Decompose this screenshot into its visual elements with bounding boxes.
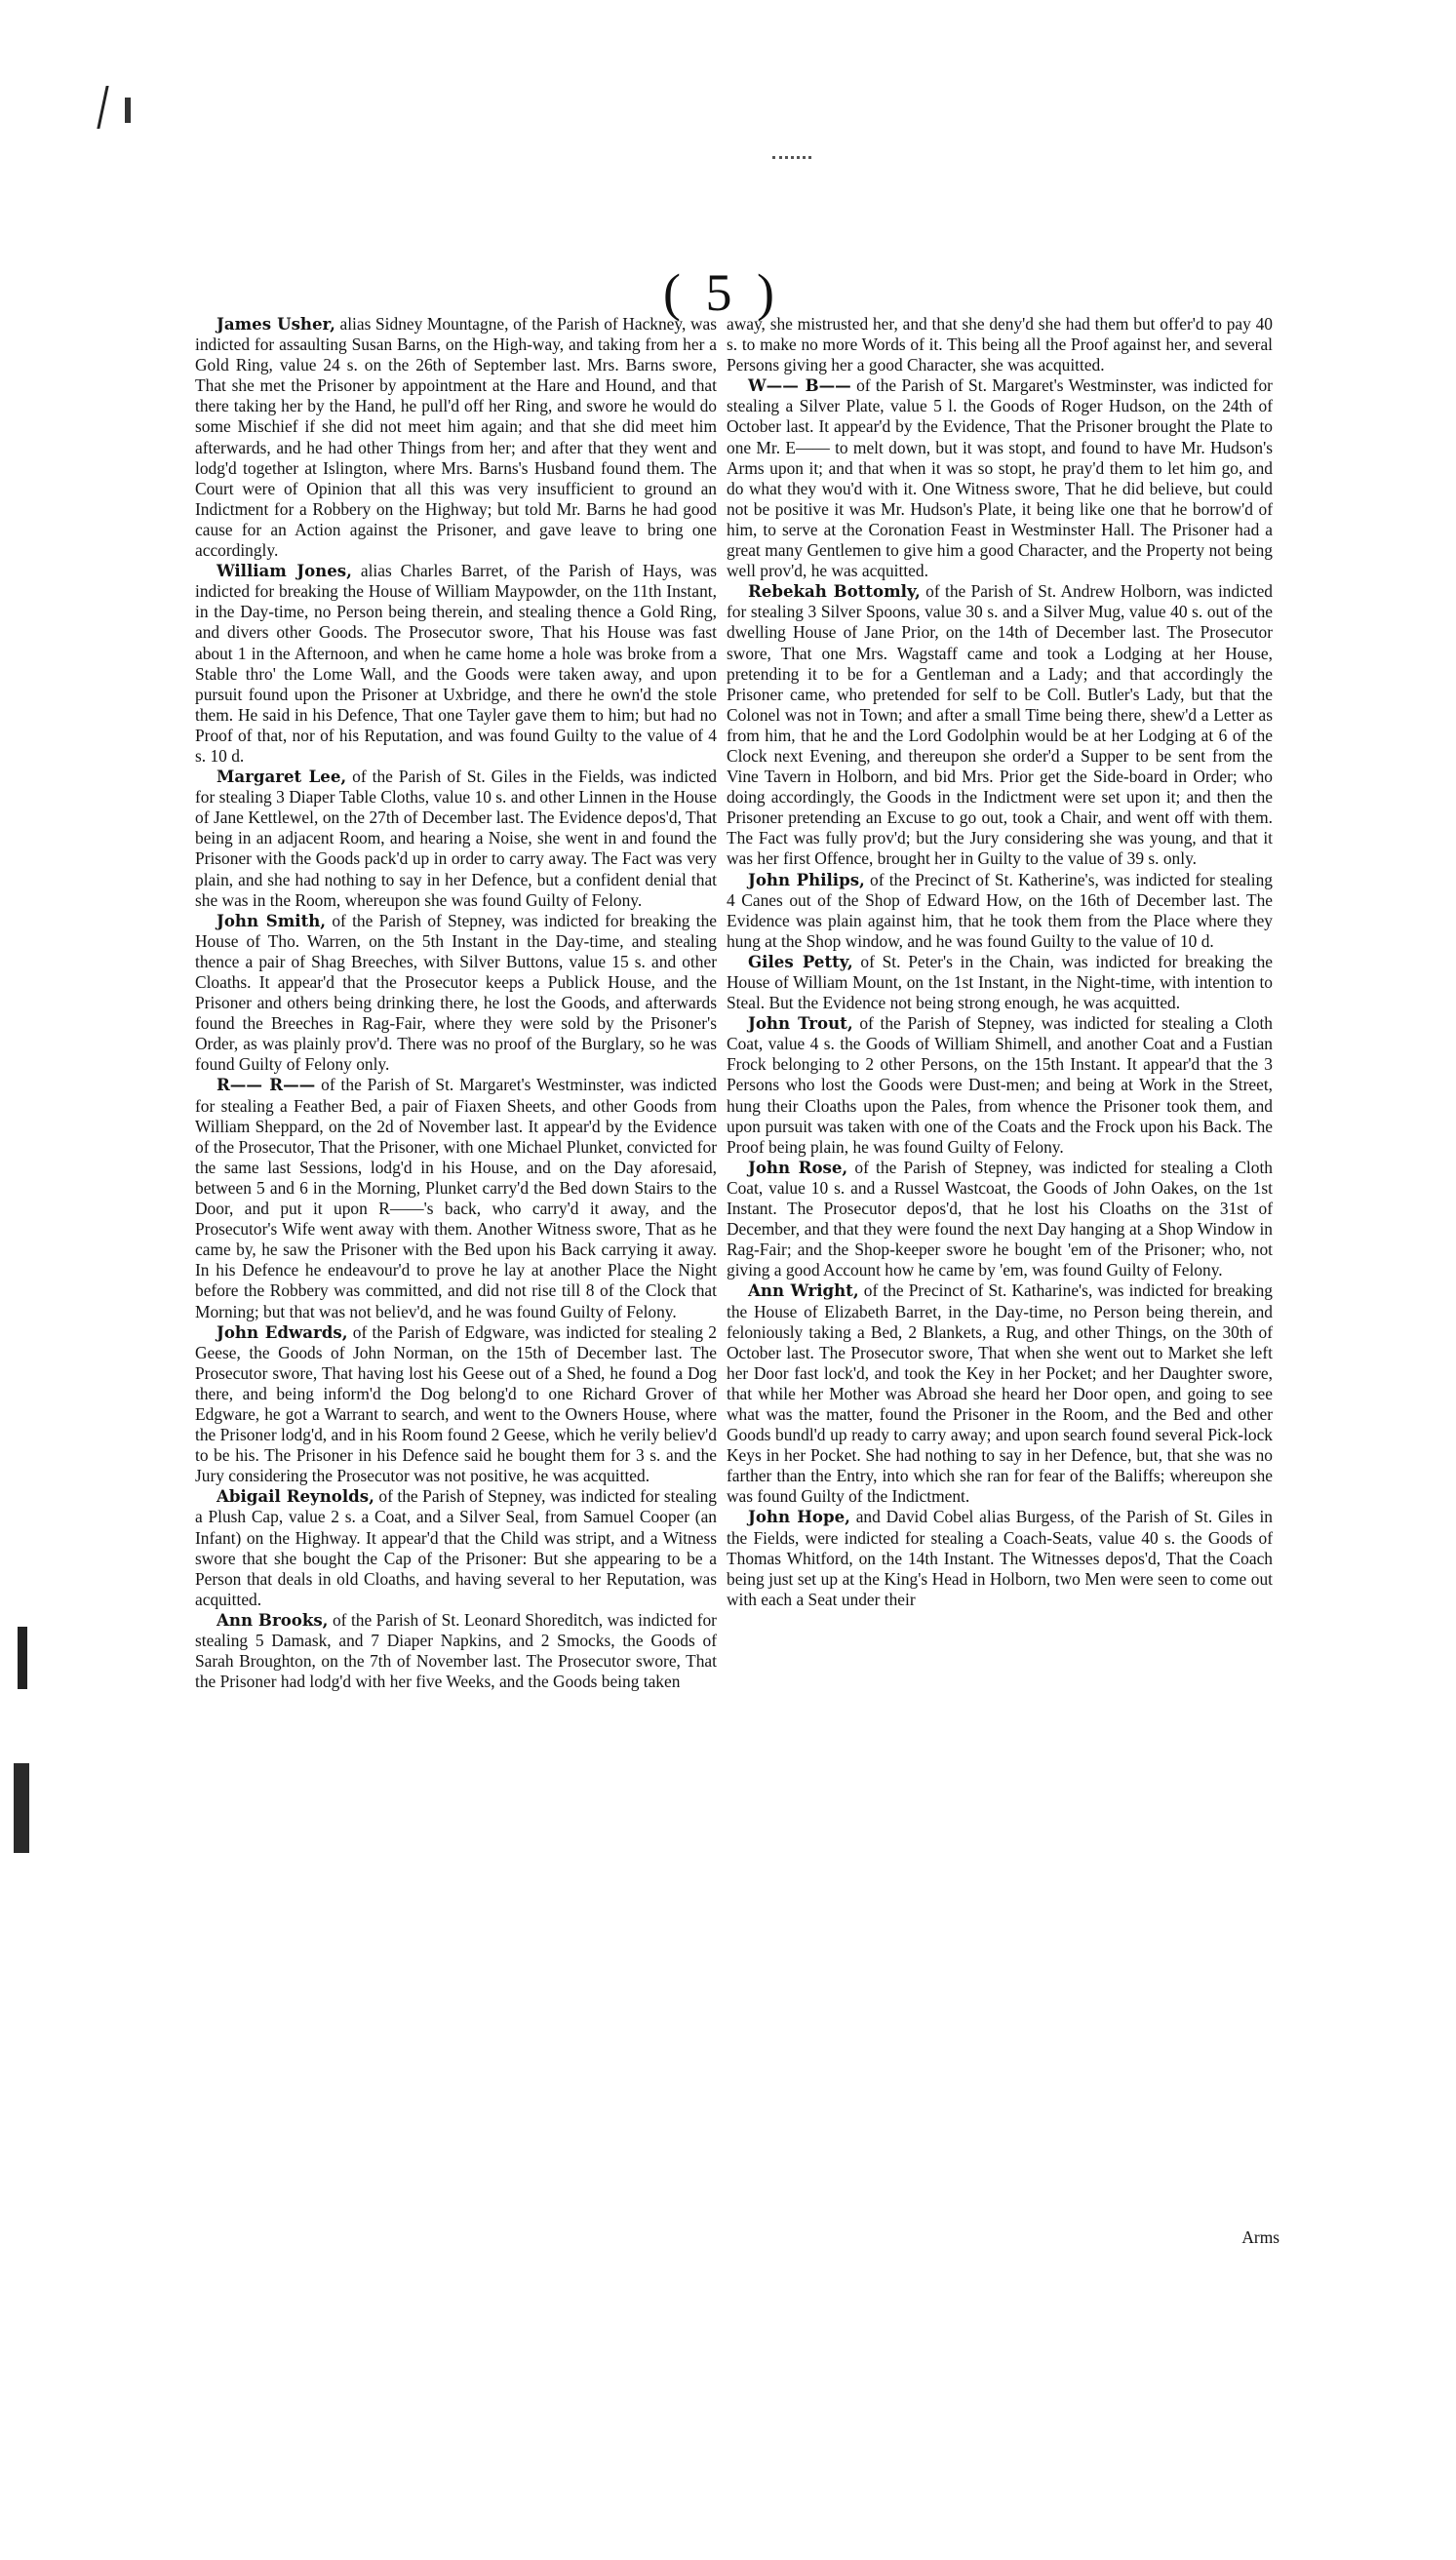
defendant-name: James Usher,	[216, 314, 335, 334]
case-entry	[727, 952, 1273, 1013]
defendant-name: R—— R——	[216, 1075, 316, 1095]
case-entry	[727, 870, 1273, 952]
defendant-name: Ann Brooks,	[216, 1609, 329, 1630]
case-text: of St. Peter's in the Chain, was indicted for breaking the House of William Mount, on the 1st Instant, in the Night-time, with intention to Steal. But the Evidence not being strong enough, he was acquitted.	[727, 951, 1273, 1013]
case-entry	[195, 911, 717, 1076]
case-entry	[195, 767, 717, 911]
defendant-name: John Trout,	[748, 1013, 853, 1034]
left-text-column	[195, 314, 717, 1692]
case-text: and David Cobel alias Burgess, of the Parish of St. Giles in the Fields, were indicted for stealing a Coach-Seats, value 40 s. the Goods of Thomas Whitford, on the 14th Instant. The Witnesses depos'd, That the Coach being just set up at the King's Head in Holborn, two Men were seen to come out with each a Seat under their	[727, 1507, 1273, 1609]
case-entry	[727, 314, 1273, 375]
case-text: of the Precinct of St. Katharine's, was indicted for breaking the House of Elizabeth Barret, in the Day-time, no Person being therein, and feloniously taking a Bed, 2 Blankets, a Rug, and other Things, on the 30th of October last. The Prosecutor swore, That when she went out to Market she left her Door fast lock'd, and took the Key in her Pocket; and her Daughter swore, that while her Mother was Abroad she heard her Door open, and going to see what was the matter, found the Prisoner in the Room, and the Bed and other Goods bundl'd up ready to carry away; and upon search found several Pick-lock Keys in her Pocket. She had nothing to say in her Defence, but, that she was no farther than the Entry, into which she ran for fear of the Baliffs; whereupon she was found Guilty of the Indictment.	[727, 1280, 1274, 1507]
defendant-name: Margaret Lee,	[216, 767, 347, 787]
case-text: alias Sidney Mountagne, of the Parish of Hackney, was indicted for assaulting Susan Barns, on the High-way, and taking from her a Gold Ring, value 24 s. on the 26th of September last. Mrs. Barns swore, That she met the Prisoner by appointment at the Hare and Hound, and that there taking her by the Hand, he pull'd off her Ring, and swore he would do some Mischief if she did not meet him again; and that she did meet him afterwards, and he had other Things from her; and after that they went and lodg'd together at Islington, where Mrs. Barns's Husband found them. The Court were of Opinion that all this was very insufficient to ground an Indictment for a Robbery on the Highway; but told Mr. Barns he had good cause for an Action against the Prisoner, and gave leave to bring one accordingly.	[195, 314, 717, 561]
case-text: of the Parish of Stepney, was indicted for stealing a Plush Cap, value 2 s. a Coat, and a Silver Seal, from Samuel Cooper (an Infant) on the Highway. It appear'd that the Child was stript, and a Witness swore that she bought the Cap of the Prisoner: But she appearing to be a Person that deals in old Cloaths, and having several to her Reputation, was acquitted.	[195, 1486, 717, 1609]
case-entry	[727, 1280, 1273, 1507]
case-entry	[195, 1610, 717, 1692]
case-text: of the Parish of St. Andrew Holborn, was indicted for stealing 3 Silver Spoons, value 30 s. and a Silver Mug, value 40 s. out of the dwelling House of Jane Prior, on the 14th of December last. The Prosecutor swore, That one Mrs. Wagstaff came and took a Lodging at her House, pretending it to be for a Gentleman and a Lady; and that accordingly the Prisoner came, who pretended for self to be Coll. Butler's Lady, but that the Colonel was not in Town; and after a small Time being there, shew'd a Letter as from him, that he and the Lord Godolphin would be at her Lodging at 6 of the Clock next Evening, and thereupon she order'd a Supper to be sent from the Vine Tavern in Holborn, and bid Mrs. Prior get the Side-board in Order; who doing accordingly, the Goods in the Indictment were set upon it; and then the Prisoner pretending an Excuse to go out, took a Chair, and went off with them. The Fact was fully prov'd; but the Jury considering she was young, and that it was her first Offence, brought her in Guilty to the value of 39 s. only.	[727, 581, 1273, 869]
scan-mark	[18, 1627, 27, 1689]
page-number: ( 5 )	[663, 263, 780, 322]
defendant-name: John Hope,	[748, 1507, 850, 1527]
catchword: Arms	[1241, 2227, 1279, 2247]
scan-mark	[772, 156, 811, 171]
case-text: of the Parish of St. Giles in the Fields, was indicted for stealing 3 Diaper Table Cloths, value 10 s. and other Linnen in the House of Jane Kettlewel, on the 27th of December last. The Evidence depos'd, That being in an adjacent Room, and hearing a Noise, she went in and found the Prisoner with the Goods pack'd up in order to carry away. The Fact was very plain, and she had nothing to say in her Defence, but a confident denial that she was in the Room, whereupon she was found Guilty of Felony.	[195, 767, 717, 910]
defendant-name: William Jones,	[216, 561, 352, 581]
defendant-name: Giles Petty,	[748, 951, 853, 971]
case-text: away, she mistrusted her, and that she deny'd she had them but offer'd to pay 40 s. to make no more Words of it. This being all the Proof against her, and several Persons giving her a good Character, she was acquitted.	[727, 314, 1273, 375]
defendant-name: Ann Wright,	[748, 1280, 859, 1301]
case-text: alias Charles Barret, of the Parish of Hays, was indicted for breaking the House of William Maypowder, on the 11th Instant, in the Day-time, no Person being therein, and stealing thence a Gold Ring, and divers other Goods. The Prosecutor swore, That his House was fast about 1 in the Afternoon, and when he came home a hole was broke from a Stable thro' the Lome Wall, and the Goods were taken away, and upon pursuit found upon the Prisoner at Uxbridge, and there he own'd the stole them. He said in his Defence, That one Tayler gave them to him; but had no Proof of that, nor of his Reputation, and was found Guilty to the value of 4 s. 10 d.	[195, 561, 717, 766]
case-text: of the Parish of St. Margaret's Westminster, was indicted for stealing a Feather Bed, a pair of Fiaxen Sheets, and other Goods from William Sheppard, on the 2d of November last. It appear'd by the Evidence of the Prosecutor, That the Prisoner, with one Michael Plunket, convicted for the same last Sessions, lodg'd in his House, and on the Day aforesaid, between 5 and 6 in the Morning, Plunket carry'd the Bed down Stairs to the Door, and put it upon R——'s back, who carry'd it away, and the Prosecutor's Wife went away with them. Another Witness swore, That as he came by, he saw the Prisoner with the Bed upon his Back carrying it away. In his Defence he endeavour'd to prove he lay at another Place the Night before the Robbery was committed, and did not rise till 8 of the Clock that Morning; but that was not believ'd, and he was found Guilty of Felony.	[195, 1075, 718, 1321]
case-entry	[195, 1486, 717, 1610]
case-entry	[727, 1013, 1273, 1158]
case-entry	[195, 1322, 717, 1487]
case-text: of the Parish of Stepney, was indicted for stealing a Cloth Coat, value 10 s. and a Russel Wastcoat, the Goods of John Oakes, on the 1st Instant. The Prosecutor depos'd, that he lost his Cloaths on the 31st of December, and that they were found the next Day hanging at a Shop Window in Rag-Fair; and the Shop-keeper swore he bought 'em of the Prisoner; who, not giving a good Account how he came by 'em, was found Guilty of Felony.	[727, 1157, 1273, 1280]
case-text: of the Parish of Stepney, was indicted for stealing a Cloth Coat, value 4 s. the Goods of William Shimell, and another Coat and a Fustian Frock belonging to 2 other Persons, on the 15th Instant. It appear'd that the 3 Persons who lost the Goods were Dust-men; and being at Work in the Street, hung their Cloaths upon the Pales, from whence the Prisoner took them, and upon pursuit was taken with one of the Coats and the Frock upon his Back. The Proof being plain, he was found Guilty of Felony.	[727, 1013, 1273, 1157]
defendant-name: Abigail Reynolds,	[216, 1486, 374, 1507]
defendant-name: John Smith,	[216, 910, 327, 930]
case-text: of the Parish of Edgware, was indicted for stealing 2 Geese, the Goods of John Norman, on the 15th of December last. The Prosecutor swore, That having lost his Geese out of a Shed, he found a Dog there, and being inform'd the Dog belong'd to one Richard Grover of Edgware, he got a Warrant to search, and went to the Owners House, where the Prisoner lodg'd, and in his Room found 2 Geese, which he verily believ'd to be his. The Prisoner in his Defence said he bought them for 3 s. and the Jury considering the Prosecutor was not positive, he was acquitted.	[195, 1321, 717, 1486]
case-text: of the Parish of Stepney, was indicted for breaking the House of Tho. Warren, on the 5th Instant in the Day-time, and stealing thence a pair of Shag Breeches, with Silver Buttons, value 15 s. and other Cloaths. It appear'd that the Prosecutor keeps a Publick House, and the Prisoner and others being drinking there, he lost the Goods, and afterwards found the Breeches in Rag-Fair, where they were sold by the Prisoner's Order, as was plainly prov'd. There was no proof of the Burglary, so he was found Guilty of Felony only.	[195, 910, 718, 1075]
right-text-column	[727, 314, 1273, 1610]
defendant-name: Rebekah Bottomly,	[748, 581, 921, 602]
case-entry	[727, 375, 1273, 581]
case-entry	[195, 1075, 717, 1321]
defendant-name: John Rose,	[748, 1157, 848, 1177]
scan-mark	[14, 1763, 29, 1853]
defendant-name: W—— B——	[748, 375, 851, 396]
defendant-name: John Philips,	[748, 869, 865, 889]
case-text: of the Parish of St. Margaret's Westminster, was indicted for stealing a Silver Plate, value 5 l. the Goods of Roger Hudson, on the 24th of October last. It appear'd by the Evidence, That the Prisoner brought the Plate to one Mr. E—— to melt down, but it was stopt, and found to have Mr. Hudson's Arms upon it; and that when it was so stopt, he pray'd them to let him go, and do what they wou'd with it. One Witness swore, That he did believe, but could not be positive it was Mr. Hudson's Plate, it being like one that he borrow'd of him, to serve at the Coronation Feast in Westminster Hall. The Prisoner had a great many Gentlemen to give him a good Character, and the Property not being well prov'd, he was acquitted.	[727, 375, 1273, 581]
scan-mark	[125, 98, 131, 123]
case-entry	[727, 581, 1273, 869]
case-entry	[727, 1158, 1273, 1281]
scan-mark	[97, 86, 126, 129]
case-entry	[195, 314, 717, 561]
case-entry	[195, 561, 717, 767]
case-text: of the Parish of St. Leonard Shoreditch, was indicted for stealing 5 Damask, and 7 Diaper Napkins, and 2 Smocks, the Goods of Sarah Broughton, on the 7th of November last. The Prosecutor swore, That the Prisoner had lodg'd with her five Weeks, and the Goods being taken	[195, 1609, 717, 1692]
case-entry	[727, 1507, 1273, 1609]
case-text: of the Precinct of St. Katherine's, was indicted for stealing 4 Canes out of the Shop of Edward How, on the 16th of December last. The Evidence was plain against him, that he took them from the Place where they hung at the Shop window, and he was found Guilty to the value of 10 d.	[727, 869, 1273, 951]
defendant-name: John Edwards,	[216, 1321, 348, 1342]
